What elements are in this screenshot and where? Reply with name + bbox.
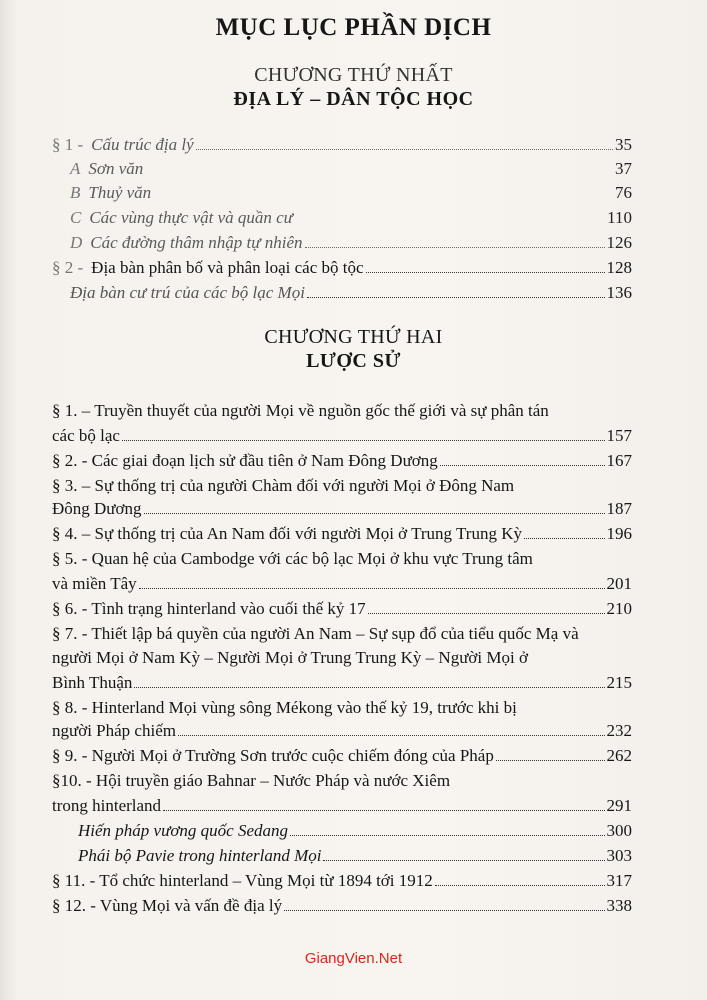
toc-entry	[52, 720, 632, 742]
toc-entry	[70, 282, 632, 304]
dot-leader	[290, 835, 604, 836]
dot-leader	[163, 810, 604, 811]
entry-title: Phái bộ Pavie trong hinterland Mọi	[78, 846, 322, 865]
toc-entry	[52, 745, 632, 767]
dot-leader	[435, 885, 605, 886]
toc-entry	[52, 895, 632, 917]
entry-title: § 6. - Tình trạng hinterland vào cuối thế kỷ 17	[52, 599, 366, 618]
entry-title: § 2. - Các giai đoạn lịch sử đầu tiên ở Nam Đông Dương	[52, 451, 438, 470]
entry-title: Cấu trúc địa lý	[91, 135, 194, 154]
entry-continuation: và miền Tây	[52, 574, 137, 593]
entry-title: Các vùng thực vật và quần cư	[89, 208, 293, 227]
toc-entry	[52, 134, 632, 156]
section-number: D	[70, 233, 83, 252]
dot-leader	[307, 297, 605, 298]
toc-entry	[52, 498, 632, 520]
entry-title: § 11. - Tổ chức hinterland – Vùng Mọi từ 1894 tới 1912	[52, 871, 433, 890]
page-number: 215	[606, 673, 632, 692]
page-number: 232	[606, 721, 632, 740]
entry-title: § 1. – Truyền thuyết của người Mọi về nguồn gốc thế giới và sự phân tán	[52, 401, 549, 420]
dot-leader	[144, 513, 605, 514]
chapter2-subtitle: LƯỢC SỬ	[306, 350, 401, 372]
entry-continuation: các bộ lạc	[52, 426, 120, 445]
toc-entry	[70, 207, 632, 229]
chapter1-subtitle: ĐỊA LÝ – DÂN TỘC HỌC	[233, 88, 474, 110]
section-number: § 2 -	[52, 258, 84, 277]
entry-continuation: Bình Thuận	[52, 673, 133, 692]
page-number: 167	[606, 451, 632, 470]
page-number: 126	[606, 233, 632, 252]
chapter1-title: CHƯƠNG THỨ NHẤT	[254, 64, 453, 86]
page-number: 338	[606, 896, 632, 915]
entry-continuation: người Pháp chiếm	[52, 721, 176, 740]
toc-entry	[70, 232, 632, 254]
dot-leader	[496, 760, 605, 761]
page-number: 262	[606, 746, 632, 765]
entry-title: § 4. – Sự thống trị của An Nam đối với người Mọi ở Trung Trung Kỳ	[52, 524, 522, 543]
dot-leader	[366, 272, 605, 273]
toc-entry	[78, 845, 632, 867]
entry-title: Sơn văn	[88, 159, 144, 178]
page-number: 291	[606, 796, 632, 815]
entry-title: Địa bàn cư trú của các bộ lạc Mọi	[70, 283, 305, 302]
page-number: 136	[606, 283, 632, 302]
page-number: 187	[606, 499, 632, 518]
watermark-link[interactable]: GiangVien.Net	[304, 950, 403, 967]
entry-title: Thuỷ văn	[88, 183, 152, 202]
dot-leader	[122, 440, 605, 441]
entry-title: §10. - Hội truyền giáo Bahnar – Nước Pháp và nước Xiêm	[52, 771, 451, 790]
entry-continuation: trong hinterland	[52, 796, 162, 815]
entry-title: Các đường thâm nhập tự nhiên	[90, 233, 303, 252]
page-title: MỤC LỤC PHẦN DỊCH	[215, 14, 492, 41]
page-number: 128	[606, 258, 632, 277]
page-number: 76	[615, 183, 632, 202]
section-number: C	[70, 208, 82, 227]
page-number: 201	[606, 574, 632, 593]
toc-entry	[52, 257, 632, 279]
toc-entry	[52, 795, 632, 817]
section-number: A	[70, 159, 81, 178]
entry-title: § 5. - Quan hệ của Cambodge với các bộ lạc Mọi ở khu vực Trung tâm	[52, 549, 533, 568]
entry-title: § 8. - Hinterland Mọi vùng sông Mékong vào thế kỷ 19, trước khi bị	[52, 698, 517, 717]
toc-entry	[70, 158, 632, 180]
entry-title: Hiến pháp vương quốc Sedang	[78, 821, 289, 840]
entry-title: § 12. - Vùng Mọi và vấn đề địa lý	[52, 896, 283, 915]
page-number: 110	[607, 208, 632, 227]
dot-leader	[323, 860, 604, 861]
chapter2-title: CHƯƠNG THỨ HAI	[264, 326, 443, 348]
toc-entry	[52, 450, 632, 472]
section-number: B	[70, 183, 81, 202]
toc-entry	[70, 182, 632, 204]
dot-leader	[368, 613, 605, 614]
entry-title: Địa bàn phân bố và phân loại các bộ tộc	[91, 258, 364, 277]
toc-entry	[52, 672, 632, 694]
entry-title: § 9. - Người Mọi ở Trường Sơn trước cuộc chiếm đóng của Pháp	[52, 746, 494, 765]
page-number: 317	[606, 871, 632, 890]
dot-leader	[196, 149, 613, 150]
entry-continuation: Đông Dương	[52, 499, 142, 518]
toc-entry	[52, 425, 632, 447]
toc-entry	[52, 523, 632, 545]
dot-leader	[440, 465, 605, 466]
dot-leader	[284, 910, 604, 911]
page-number: 300	[606, 821, 632, 840]
toc-entry	[52, 598, 632, 620]
page-number: 37	[615, 159, 632, 178]
page-number: 210	[606, 599, 632, 618]
entry-continuation: người Mọi ở Nam Kỳ – Người Mọi ở Trung Trung Kỳ – Người Mọi ở	[52, 648, 528, 667]
dot-leader	[178, 735, 605, 736]
entry-title: § 3. – Sự thống trị của người Chàm đối với người Mọi ở Đông Nam	[52, 476, 515, 495]
page-number: 157	[606, 426, 632, 445]
dot-leader	[139, 588, 605, 589]
dot-leader	[305, 247, 605, 248]
toc-entry	[78, 820, 632, 842]
toc-entry	[52, 870, 632, 892]
dot-leader	[134, 687, 604, 688]
page-number: 303	[606, 846, 632, 865]
dot-leader	[524, 538, 605, 539]
page-number: 35	[615, 135, 632, 154]
entry-title: § 7. - Thiết lập bá quyền của người An Nam – Sự sụp đổ của tiểu quốc Mạ và	[52, 624, 579, 643]
section-number: § 1 -	[52, 135, 84, 154]
toc-entry	[52, 573, 632, 595]
page-number: 196	[606, 524, 632, 543]
